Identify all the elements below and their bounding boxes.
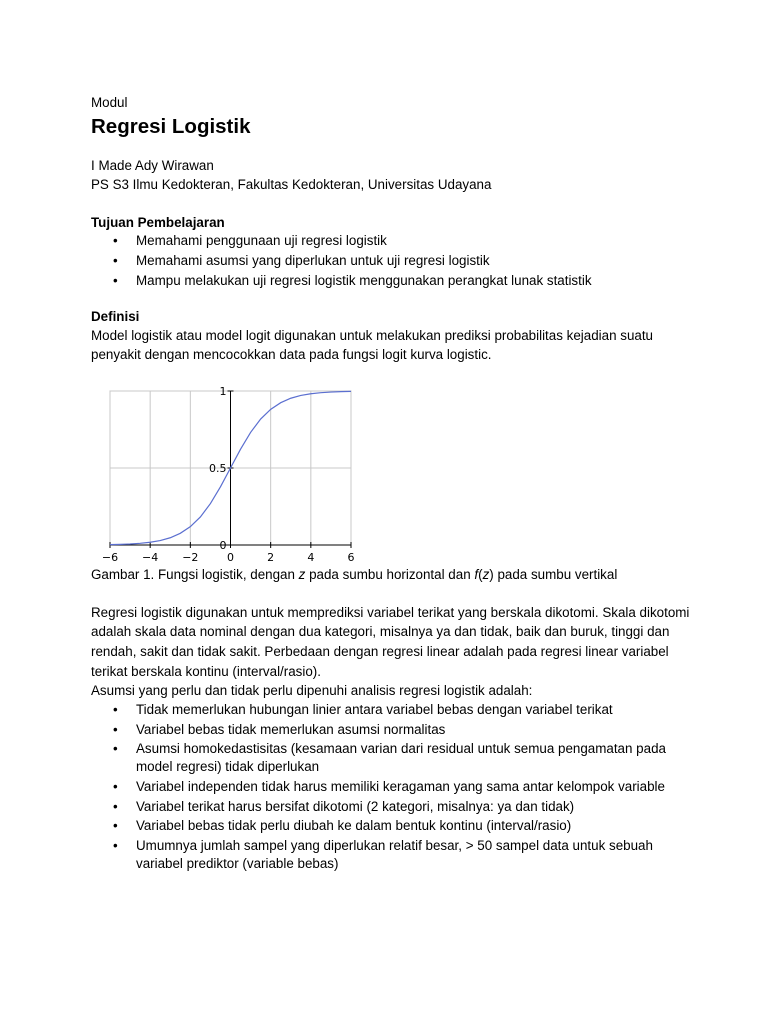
bullet-icon: • (113, 838, 118, 854)
definition-text: Model logistik atau model logit digunakan untuk melakukan prediksi probabilitas kejadian suatu penyakit dengan mencocokkan data pada fungsi logit kurva logistic. (91, 327, 654, 362)
list-item: • Mampu melakukan uji regresi logistik menggunakan perangkat lunak statistik (91, 272, 691, 291)
bullet-icon: • (113, 721, 118, 737)
figure-caption: Gambar 1. Fungsi logistik, dengan z pada sumbu horizontal dan f(z) pada sumbu vertikal (91, 566, 618, 582)
list-item: • Variabel terikat harus bersifat dikotomi (2 kategori, misalnya: ya dan tidak) (113, 798, 575, 814)
document-title: Regresi Logistik (91, 115, 251, 138)
x-tick-label: 0 (227, 550, 234, 563)
y-tick-label: 1 (219, 384, 227, 398)
assumptions-list (91, 701, 691, 873)
bullet-icon: • (113, 818, 118, 834)
author-name: I Made Ady Wirawan (91, 158, 214, 173)
y-tick-label: 0.5 (209, 461, 227, 475)
list-item: • Tidak memerlukan hubungan linier antara variabel bebas dengan variabel terikat (113, 702, 613, 718)
module-label: Modul (91, 95, 128, 110)
list-item: • Variabel bebas tidak memerlukan asumsi normalitas (113, 721, 446, 737)
y-tick-label: 0 (219, 538, 227, 552)
body-section (91, 603, 691, 874)
list-item: • Variabel independen tidak harus memiliki keragaman yang sama antar kelompok variable (113, 779, 665, 795)
definition-section (91, 307, 691, 365)
objectives-heading: Tujuan Pembelajaran (91, 215, 225, 230)
objectives-section (91, 213, 691, 291)
bullet-icon: • (113, 273, 118, 288)
paragraph: Regresi logistik digunakan untuk memprediksi variabel terikat yang berskala dikotomi. Skala dikotomi adalah skala data nominal dengan dua kategori, misalnya ya dan tidak, baik dan buruk, tinggi dan rendah, sakit dan tidak sakit. Perbedaan dengan regresi linear adalah pada regresi linear variabel terikat berskala kontinu (interval/rasio). (91, 604, 690, 679)
x-tick-label: −6 (101, 550, 119, 563)
author-block (91, 156, 691, 194)
bullet-icon: • (113, 253, 118, 268)
bullet-icon: • (113, 779, 118, 795)
x-tick-label: −4 (142, 550, 159, 563)
x-tick-label: −2 (182, 550, 199, 563)
x-tick-label: 2 (267, 550, 275, 563)
list-item: • Memahami asumsi yang diperlukan untuk uji regresi logistik (91, 252, 691, 271)
bullet-icon: • (113, 798, 118, 814)
list-item: • Variabel bebas tidak perlu diubah ke dalam bentuk kontinu (interval/rasio) (113, 818, 572, 834)
bullet-icon: • (113, 233, 118, 248)
list-item: • Asumsi homokedastisitas (kesamaan varian dari residual untuk semua pengamatan pada model regresi) tidak diperlukan (113, 741, 666, 775)
list-item: • Memahami penggunaan uji regresi logistik (91, 232, 691, 251)
logistic-chart (93, 383, 373, 563)
x-tick-label: 6 (347, 550, 355, 563)
bullet-icon: • (113, 702, 118, 718)
objectives-list (91, 232, 691, 291)
definition-heading: Definisi (91, 308, 140, 324)
list-item: • Umumnya jumlah sampel yang diperlukan relatif besar, > 50 sampel data untuk sebuah variabel prediktor (variable bebas) (113, 838, 653, 872)
bullet-icon: • (113, 741, 118, 757)
author-affiliation: PS S3 Ilmu Kedokteran, Fakultas Kedokteran, Universitas Udayana (91, 177, 492, 192)
x-tick-label: 4 (307, 550, 315, 563)
paragraph: Asumsi yang perlu dan tidak perlu dipenuhi analisis regresi logistik adalah: (91, 683, 533, 699)
document-page (91, 94, 691, 875)
logistic-chart-svg (93, 383, 373, 563)
